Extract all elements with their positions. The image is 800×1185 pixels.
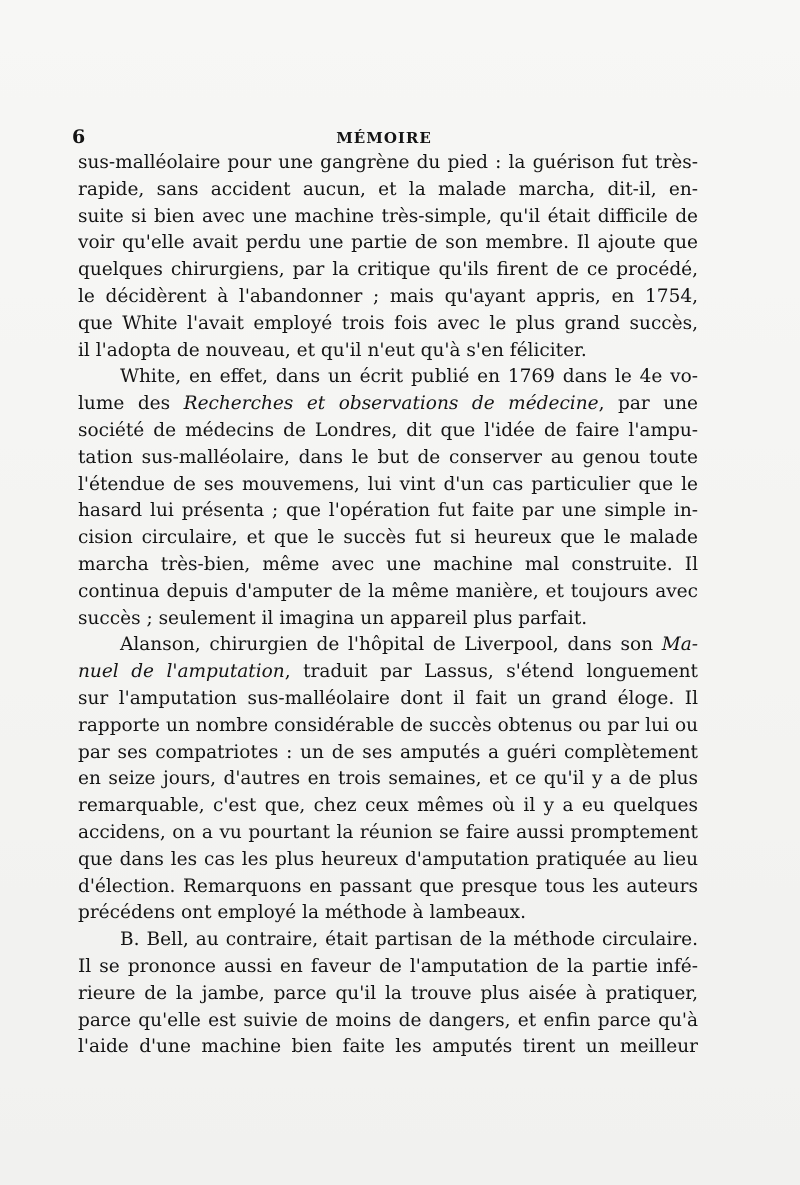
text-segment: voir qu'elle avait perdu une partie de son membre. Il ajoute que [78, 232, 698, 254]
text-line [78, 230, 698, 257]
text-line [78, 820, 698, 847]
text-line [78, 445, 698, 472]
text-segment: d'élection. Remarquons en passant que presque tous les auteurs [78, 875, 698, 897]
text-segment: accidens, on a vu pourtant la réunion se faire aussi promptement [78, 821, 698, 843]
running-head: MÉMOIRE [336, 129, 432, 147]
text-line [78, 981, 698, 1008]
text-line [78, 418, 698, 445]
text-line [78, 472, 698, 499]
text-segment: que dans les cas les plus heureux d'amputation pratiquée au lieu [78, 848, 698, 870]
text-line [78, 900, 698, 927]
text-segment: , par une [598, 393, 698, 415]
text-segment: par ses compatriotes : un de ses amputés a guéri complètement [78, 741, 698, 763]
text-line [78, 686, 698, 713]
text-line [78, 364, 698, 391]
text-segment: cision circulaire, et que le succès fut si heureux que le malade [78, 527, 698, 549]
text-line [78, 338, 698, 365]
text-segment: continua depuis d'amputer de la même manière, et toujours avec [78, 580, 698, 602]
text-line [78, 579, 698, 606]
text-line [78, 793, 698, 820]
text-segment: l'aide d'une machine bien faite les amputés tirent un meilleur [78, 1036, 698, 1058]
text-line [78, 632, 698, 659]
text-segment: White, en effet, dans un écrit publié en 1769 dans le 4e vo- [120, 366, 698, 388]
text-segment: remarquable, c'est que, chez ceux mêmes où il y a eu quelques [78, 795, 698, 817]
text-line [78, 552, 698, 579]
italic-title: nuel de l'amputation [78, 661, 285, 683]
text-segment: succès ; seulement il imagina un appareil plus parfait. [78, 607, 588, 629]
text-line [78, 150, 698, 177]
text-segment: sus-malléolaire pour une gangrène du pied : la guérison fut très- [78, 152, 698, 173]
text-line [78, 1008, 698, 1035]
text-segment: l'étendue de ses mouvemens, lui vint d'un cas particulier que le [78, 473, 698, 495]
text-line [78, 1034, 698, 1061]
italic-title: Recherches et observations de médecine [183, 393, 599, 415]
text-segment: lume des [78, 393, 184, 415]
text-segment: en seize jours, d'autres en trois semaines, et ce qu'il y a de plus [78, 768, 698, 790]
text-segment: hasard lui présenta ; que l'opération fut faite par une simple in- [78, 500, 698, 522]
text-segment: société de médecins de Londres, dit que l'idée de faire l'ampu- [78, 419, 698, 441]
text-line [78, 257, 698, 284]
text-segment: Il se prononce aussi en faveur de l'amputation de la partie infé- [78, 955, 698, 977]
text-line [78, 606, 698, 633]
text-line [78, 713, 698, 740]
text-segment: rieure de la jambe, parce qu'il la trouve plus aisée à pratiquer, [78, 982, 698, 1004]
text-line [78, 927, 698, 954]
text-line [78, 954, 698, 981]
text-segment: sur l'amputation sus-malléolaire dont il fait un grand éloge. Il [78, 687, 698, 709]
page-number: 6 [72, 126, 86, 148]
text-segment: parce qu'elle est suivie de moins de dangers, et enfin parce qu'à [78, 1009, 698, 1031]
text-segment: Alanson, chirurgien de l'hôpital de Liverpool, dans son [120, 634, 662, 656]
text-segment: suite si bien avec une machine très-simple, qu'il était difficile de [78, 205, 698, 227]
text-segment: rapporte un nombre considérable de succès obtenus ou par lui ou [78, 714, 698, 736]
text-line [78, 311, 698, 338]
text-line [78, 284, 698, 311]
text-line [78, 391, 698, 418]
italic-title: Ma- [661, 634, 698, 656]
text-segment: quelques chirurgiens, par la critique qu'ils firent de ce procédé, [78, 259, 698, 281]
text-line [78, 525, 698, 552]
text-segment: le décidèrent à l'abandonner ; mais qu'ayant appris, en 1754, [78, 285, 698, 307]
text-line [78, 847, 698, 874]
text-segment: , traduit par Lassus, s'étend longuement [284, 661, 698, 683]
text-line [78, 498, 698, 525]
body-text [78, 150, 698, 1061]
text-segment: précédens ont employé la méthode à lambeaux. [78, 902, 526, 924]
text-line [78, 659, 698, 686]
text-segment: il l'adopta de nouveau, et qu'il n'eut qu'à s'en féliciter. [78, 339, 587, 361]
text-segment: rapide, sans accident aucun, et la malade marcha, dit-il, en- [78, 178, 698, 200]
text-line [78, 740, 698, 767]
text-segment: tation sus-malléolaire, dans le but de conserver au genou toute [78, 446, 698, 468]
text-line [78, 874, 698, 901]
text-segment: marcha très-bien, même avec une machine mal construite. Il [78, 553, 698, 575]
text-segment: que White l'avait employé trois fois avec le plus grand succès, [78, 312, 698, 334]
text-segment: B. Bell, au contraire, était partisan de la méthode circulaire. [120, 929, 698, 951]
text-line [78, 766, 698, 793]
text-line [78, 177, 698, 204]
text-line [78, 204, 698, 231]
page-header [72, 126, 696, 152]
